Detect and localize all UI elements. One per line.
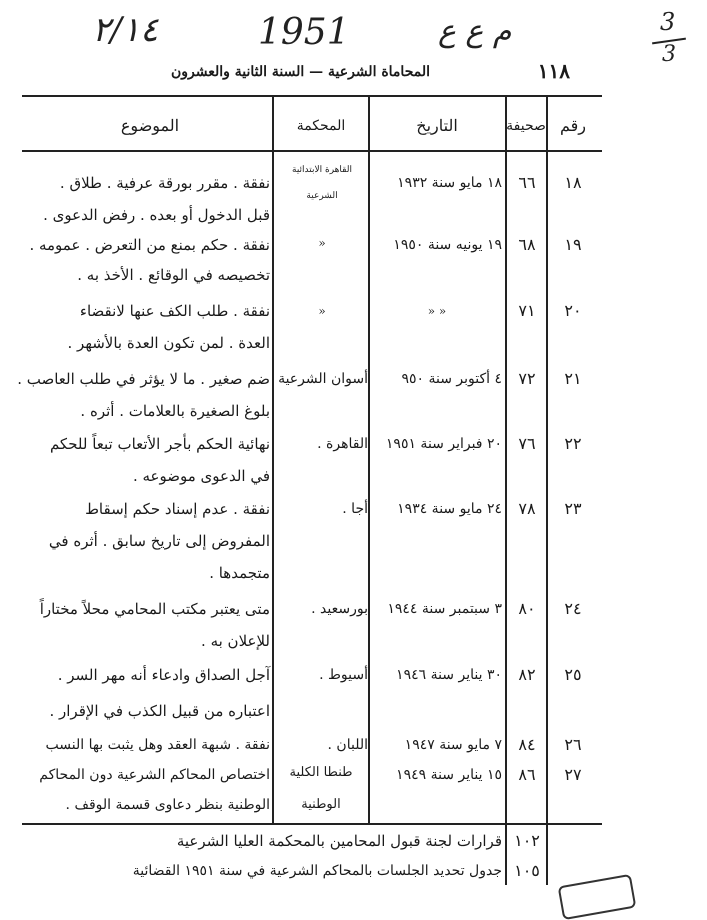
handwritten-date: ٢/١٤ [92,10,159,50]
row-date: ٢٤ مايو سنة ١٩٣٤ [397,501,502,517]
row-court-line2: الوطنية [301,797,341,812]
row-subject-line2: الوطنية بنظر دعاوى قسمة الوقف . [65,797,270,813]
top-rule [22,95,602,97]
row-court: » [318,236,326,250]
row-number: ٢٦ [564,735,582,754]
handwritten-fraction-top: 3 [660,8,676,36]
row-date: ١٥ يناير سنة ١٩٤٩ [396,767,502,783]
row-number: ٢٣ [564,499,582,518]
row-number: ٢٢ [564,434,582,453]
row-subject-line2: اعتباره من قبيل الكذب في الإقرار . [49,702,270,720]
row-page: ٧٦ [518,434,536,453]
row-subject: نفقة . طلب الكف عنها لانقضاء [79,302,270,320]
row-page: ٨٤ [518,735,536,754]
row-subject-line2: العدة . لمن تكون العدة بالأشهر . [67,334,270,352]
row-date: ٣ سبتمبر سنة ١٩٤٤ [387,601,502,617]
col-divider-date [368,95,370,823]
row-court-line2: الشرعية [306,191,338,201]
col-header-page: صحيفة [506,118,546,134]
col-divider-court [272,95,274,823]
row-court: أجا . [342,501,368,517]
row-subject-line2: قبل الدخول أو بعده . رفض الدعوى . [43,206,270,224]
row-date: » » [427,304,447,318]
row-page: ٨٠ [518,599,536,618]
row-number: ٢٥ [564,665,582,684]
row-subject-line2: في الدعوى موضوعه . [132,467,270,485]
footer-text: قرارات لجنة قبول المحامين بالمحكمة العليا الشرعية [176,832,502,850]
row-number: ٢٧ [564,765,582,784]
row-date: ٣٠ يناير سنة ١٩٤٦ [396,667,502,683]
handwritten-initials: م ع ع [438,14,512,49]
row-number: ١٩ [564,235,582,254]
row-number: ٢١ [564,369,582,388]
row-court: بورسعيد . [311,601,368,617]
row-subject: نفقة . حكم بمنع من التعرض . عمومه . [29,236,270,254]
footer-page: ١٠٢ [514,831,540,850]
row-subject: متى يعتبر مكتب المحامي محلاً مختاراً [39,600,270,618]
row-number: ٢٠ [564,301,582,320]
row-subject: نهائية الحكم بأجر الأتعاب تبعاً للحكم [49,435,270,453]
row-court: أسيوط . [319,667,368,683]
row-page: ٦٦ [518,173,536,192]
col-header-court: المحكمة [296,118,346,134]
row-subject-line2: للإعلان به . [201,632,270,650]
row-court: أسوان الشرعية [278,371,368,387]
row-subject-line2: بلوغ الصغيرة بالعلامات . أثره . [80,402,270,420]
col-header-subject: الموضوع [120,116,180,135]
row-subject-line2: المفروض إلى تاريخ سابق . أثره في [48,532,270,550]
col-header-number: رقم [559,116,587,135]
row-subject: نفقة . مقرر بورقة عرفية . طلاق . [59,174,270,192]
handwritten-year: 1951 [258,12,350,53]
handwritten-fraction-bottom: 3 [662,42,676,67]
row-page: ٦٨ [518,235,536,254]
footer-text: جدول تحديد الجلسات بالمحاكم الشرعية في سنة ١٩٥١ القضائية [132,863,502,879]
row-date: ٧ مايو سنة ١٩٤٧ [404,737,502,753]
row-subject-line3: متجمدها . [209,564,270,582]
row-page: ٧٨ [518,499,536,518]
row-court: اللبان . [327,737,368,753]
row-court: » [318,304,326,318]
row-number: ٢٤ [564,599,582,618]
running-title: المحاماة الشرعية — السنة الثانية والعشرون [170,64,430,80]
row-page: ٧٢ [518,369,536,388]
row-court: القاهرة الابتدائية [292,165,352,175]
row-subject: اختصاص المحاكم الشرعية دون المحاكم [39,767,270,783]
header-rule [22,150,602,152]
row-page: ٨٢ [518,665,536,684]
bottom-rule [22,823,602,825]
row-court: طنطا الكلية [289,765,353,780]
page-number: ١١٨ [537,59,570,83]
row-page: ٧١ [518,301,536,320]
col-header-date: التاريخ [416,116,458,135]
footer-page: ١٠٥ [514,861,540,880]
row-date: ١٩ يونيه سنة ١٩٥٠ [393,237,502,253]
row-date: ٤ أكتوبر سنة ٩٥٠ [401,371,502,387]
corner-stamp [558,874,637,920]
row-subject: نفقة . شبهة العقد وهل يثبت بها النسب [45,737,270,753]
row-court: القاهرة . [317,436,368,452]
row-subject-line2: تخصيصه في الوقائع . الأخذ به . [77,266,270,284]
row-page: ٨٦ [518,765,536,784]
row-date: ٢٠ فبراير سنة ١٩٥١ [385,436,502,452]
row-number: ١٨ [564,173,582,192]
row-subject: ضم صغير . ما لا يؤثر في طلب العاصب . [17,370,270,388]
row-subject: آجل الصداق وادعاء أنه مهر السر . [57,666,270,684]
row-subject: نفقة . عدم إسناد حكم إسقاط [85,500,270,518]
row-date: ١٨ مايو سنة ١٩٣٢ [397,175,502,191]
